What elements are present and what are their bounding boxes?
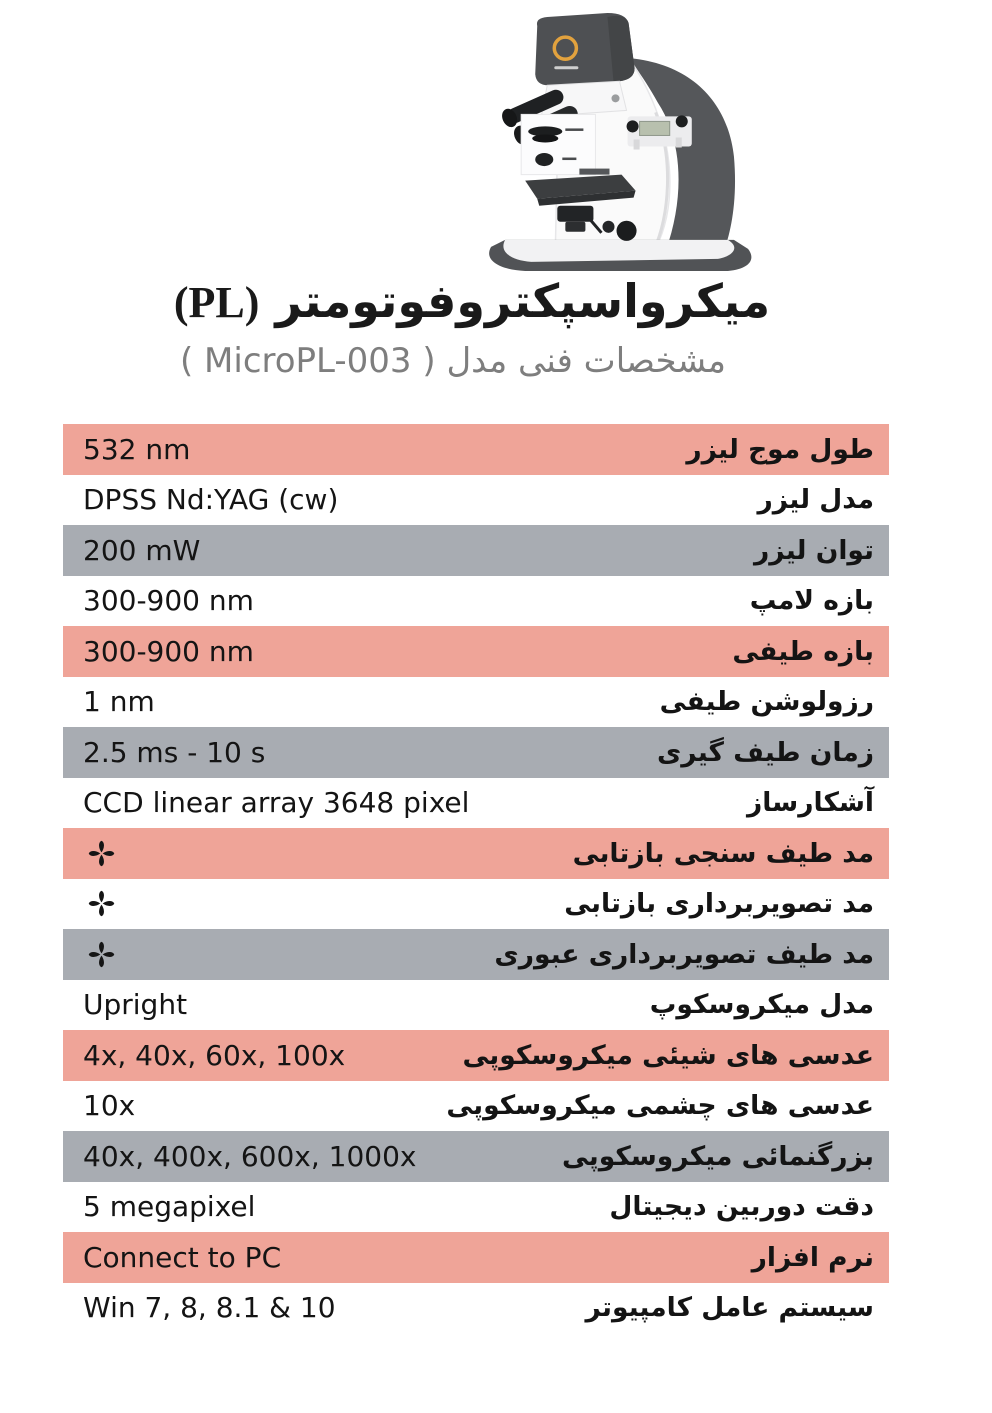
four-petal-asterisk-icon (86, 939, 117, 970)
spec-label: مدل میکروسکوپ (649, 989, 874, 1021)
spec-value: 5 megapixel (83, 1190, 256, 1224)
spec-row (63, 1081, 889, 1132)
page-title-model-code: (PL) (173, 278, 260, 327)
spec-label: طول موج لیزر (686, 433, 874, 465)
spec-label: بازه لامپ (749, 585, 874, 617)
spec-label: رزولوشن طیفی (659, 686, 874, 718)
spec-value: 300-900 nm (83, 634, 254, 668)
spec-value-icon-cell (63, 838, 117, 869)
spec-value-icon-cell (63, 888, 117, 919)
spec-row (63, 1030, 889, 1081)
spec-row (63, 1182, 889, 1233)
page-title (0, 274, 944, 328)
spec-label: بزرگنمائی میکروسکوپی (561, 1140, 874, 1172)
spec-value: 1 nm (83, 685, 155, 719)
spec-value: 200 mW (83, 533, 201, 567)
spec-label: آشکارساز (746, 787, 874, 819)
spec-row (63, 1131, 889, 1182)
spec-value: Win 7, 8, 8.1 & 10 (83, 1291, 336, 1325)
spec-value: 10x (83, 1089, 136, 1123)
spec-row (63, 576, 889, 627)
spec-row (63, 626, 889, 677)
spec-label: مد تصویربرداری بازتابی (564, 888, 874, 920)
lcd-screen (640, 121, 670, 135)
spec-label: مد طیف تصویربرداری عبوری (494, 938, 874, 970)
spec-value: Upright (83, 988, 188, 1022)
spec-label: دقت دوربین دیجیتال (609, 1191, 874, 1223)
spec-row (63, 929, 889, 980)
spec-label: بازه طیفی (732, 635, 874, 667)
spec-label: توان لیزر (753, 534, 874, 566)
spec-value: DPSS Nd:YAG (cw) (83, 483, 339, 517)
spec-value: Connect to PC (83, 1240, 282, 1274)
spec-row (63, 525, 889, 576)
spec-row (63, 1232, 889, 1283)
spec-label: مدل لیزر (757, 484, 874, 516)
spec-row (63, 677, 889, 728)
spec-row (63, 828, 889, 879)
spec-value-icon-cell (63, 939, 117, 970)
spec-value: 40x, 400x, 600x, 1000x (83, 1139, 417, 1173)
spec-row (63, 879, 889, 930)
spec-label: نرم افزار (751, 1241, 874, 1273)
spec-table (63, 424, 889, 1333)
spec-label: مد طیف سنجی بازتابی (572, 837, 874, 869)
spec-value: CCD linear array 3648 pixel (83, 786, 470, 820)
microscope-illustration (428, 8, 796, 284)
page-subtitle-model: ( MicroPL-003 ) (179, 341, 436, 381)
page-subtitle-fa: مشخصات فنی مدل (446, 341, 727, 381)
spec-value: 532 nm (83, 432, 191, 466)
spec-row (63, 727, 889, 778)
spec-row (63, 424, 889, 475)
spec-row (63, 778, 889, 829)
page-subtitle (0, 341, 906, 381)
spec-row (63, 980, 889, 1031)
spec-label: سیستم عامل کامپیوتر (585, 1292, 874, 1324)
spec-label: عدسی های چشمی میکروسکوپی (446, 1090, 874, 1122)
microscope-image (428, 8, 796, 284)
spec-value: 300-900 nm (83, 584, 254, 618)
spec-row (63, 1283, 889, 1334)
spec-value: 2.5 ms - 10 s (83, 735, 266, 769)
spec-label: زمان طیف گیری (656, 736, 874, 768)
four-petal-asterisk-icon (86, 888, 117, 919)
four-petal-asterisk-icon (86, 838, 117, 869)
spec-label: عدسی های شیئی میکروسکوپی (462, 1039, 874, 1071)
page-title-fa: میکرواسپکتروفوتومتر (275, 274, 771, 328)
spec-value: 4x, 40x, 60x, 100x (83, 1038, 346, 1072)
spec-row (63, 475, 889, 526)
